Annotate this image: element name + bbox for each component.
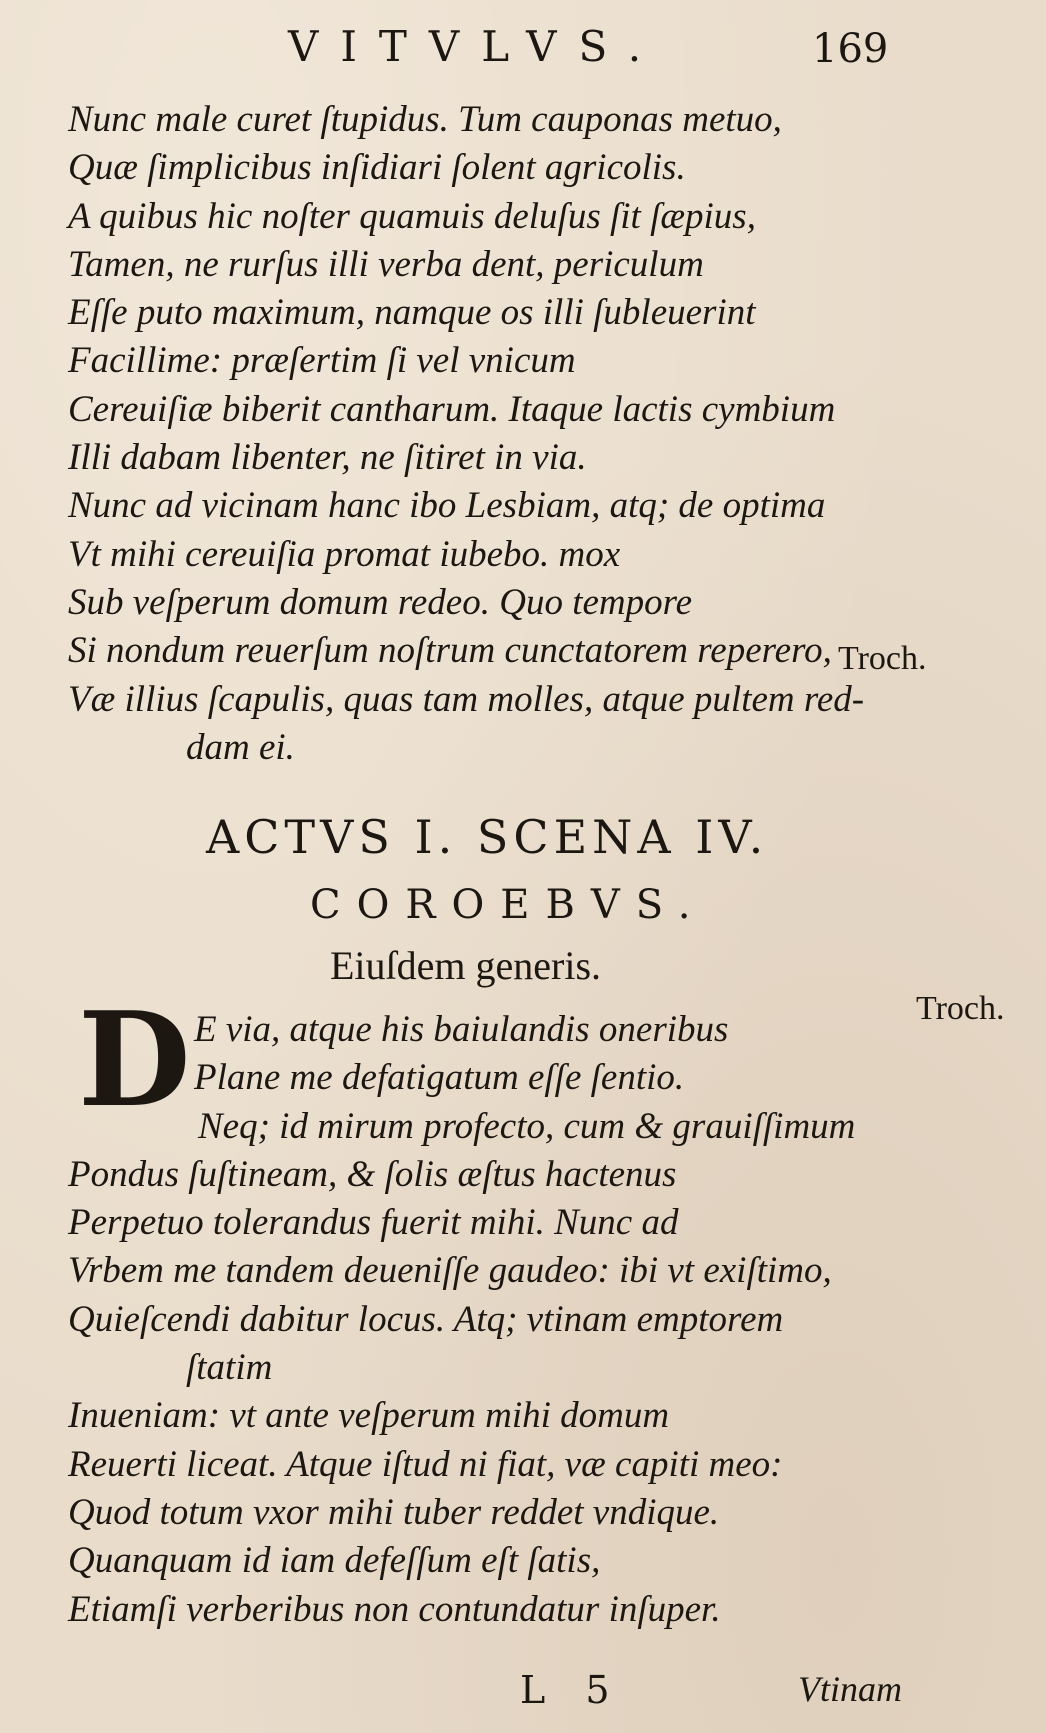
catchword: Vtinam bbox=[798, 1669, 902, 1709]
running-title: VITVLVS. bbox=[288, 22, 664, 71]
verse-line: Inueniam: vt ante veſperum mihi domum bbox=[68, 1395, 670, 1437]
verse-line: Neq; id mirum profecto, cum & grauiſſimum bbox=[198, 1105, 856, 1147]
verse-line: Perpetuo tolerandus fuerit mihi. Nunc ad bbox=[68, 1202, 679, 1244]
signature-mark: L 5 bbox=[520, 1668, 624, 1712]
verse-line: Pondus ſuſtineam, & ſolis æſtus hactenus bbox=[68, 1153, 677, 1195]
verse-line: Plane me defatigatum eſſe ſentio. bbox=[194, 1057, 685, 1099]
verse-line: Cereuiſiæ biberit cantharum. Itaque lactis cymbium bbox=[68, 388, 836, 430]
verse-line: Quieſcendi dabitur locus. Atq; vtinam emptorem bbox=[68, 1298, 784, 1340]
verse-line: Nunc male curet ſtupidus. Tum cauponas metuo, bbox=[68, 99, 782, 140]
verse-line: Vt mihi cereuiſia promat iubebo. mox bbox=[68, 533, 621, 575]
act-scene-heading: ACTVS I. SCENA IV. bbox=[206, 810, 769, 864]
margin-note-meter: Troch. bbox=[916, 990, 1005, 1027]
verse-line: Væ illius ſcapulis, quas tam molles, atque pultem red- bbox=[68, 678, 865, 720]
verse-line: Sub veſperum domum redeo. Quo tempore bbox=[68, 581, 693, 623]
verse-line-continuation: dam ei. bbox=[186, 726, 295, 768]
verse-line: Nunc ad vicinam hanc ibo Lesbiam, atq; de optima bbox=[68, 485, 826, 527]
verse-line: Vrbem me tandem deueniſſe gaudeo: ibi vt exiſtimo, bbox=[68, 1250, 832, 1292]
verse-line: E via, atque his baiulandis oneribus bbox=[194, 1009, 729, 1050]
verse-block-bottom bbox=[68, 983, 928, 1634]
page-number: 169 bbox=[812, 26, 889, 72]
verse-block-top bbox=[68, 96, 928, 772]
genre-subheading: Eiuſdem generis. bbox=[330, 943, 602, 988]
verse-line: Tamen, ne rurſus illi verba dent, periculum bbox=[68, 243, 704, 285]
verse-line-continuation: ſtatim bbox=[186, 1347, 273, 1389]
verse-line: Illi dabam libenter, ne ſitiret in via. bbox=[68, 437, 587, 479]
verse-line: Facillime: præſertim ſi vel vnicum bbox=[68, 340, 576, 382]
verse-line: Si nondum reuerſum noſtrum cunctatorem reperero, bbox=[68, 630, 832, 672]
verse-line: A quibus hic noſter quamuis deluſus ſit ſæpius, bbox=[68, 195, 756, 237]
verse-line: Etiamſi verberibus non contundatur inſuper. bbox=[68, 1588, 721, 1630]
verse-line: Quanquam id iam defeſſum eſt ſatis, bbox=[68, 1540, 601, 1582]
margin-note-meter: Troch. bbox=[838, 640, 927, 677]
drop-cap-initial: D bbox=[78, 983, 191, 1136]
verse-line: Eſſe puto maximum, namque os illi ſubleuerint bbox=[68, 292, 756, 334]
speaker-name: COROEBVS. bbox=[310, 882, 707, 928]
verse-line: Reuerti liceat. Atque iſtud ni fiat, væ capiti meo: bbox=[68, 1443, 783, 1485]
verse-line: Quod totum vxor mihi tuber reddet vndique. bbox=[68, 1491, 720, 1533]
verse-line: Quæ ſimplicibus inſidiari ſolent agricolis. bbox=[68, 147, 686, 189]
